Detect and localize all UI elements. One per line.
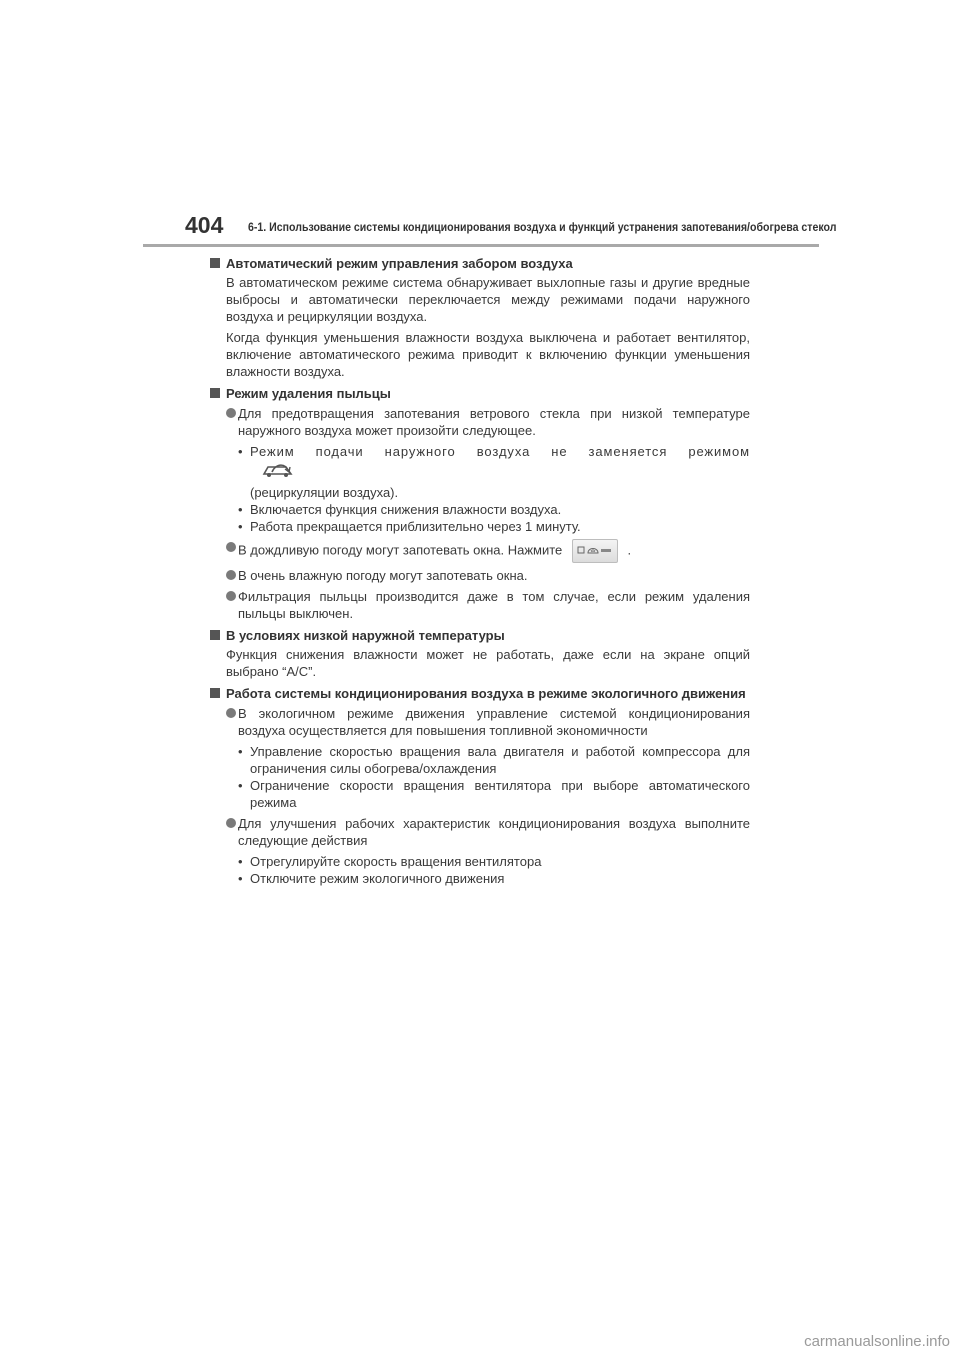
bullet-item xyxy=(226,705,750,811)
sub-list-item xyxy=(238,743,750,777)
header-rule xyxy=(143,244,819,247)
paragraph: В автоматическом режиме система обнаруживает выхлопные газы и другие вредные выбросы и автоматически переключается между режимами подачи наружного воздуха и рециркуляции воздуха. xyxy=(226,275,750,324)
bullet-text: Для предотвращения запотевания ветрового стекла при низкой температуре наружного воздуха может произойти следующее. xyxy=(238,406,750,438)
sub-item-text: Отрегулируйте скорость вращения вентилятора xyxy=(250,854,542,869)
section-eco-mode xyxy=(210,685,750,887)
section-auto-intake xyxy=(210,255,750,380)
sub-list-item xyxy=(238,777,750,811)
bullet-text: Фильтрация пыльцы производится даже в том случае, если режим удаления пыльцы выключен. xyxy=(238,589,750,621)
square-marker-icon xyxy=(210,630,220,640)
bullet-dot-icon xyxy=(226,591,236,601)
watermark: carmanualsonline.info xyxy=(804,1333,950,1350)
sub-bullet: • xyxy=(238,854,243,869)
section-heading xyxy=(210,627,750,644)
sub-list-item xyxy=(238,870,750,887)
sub-bullet: • xyxy=(238,519,243,534)
bullet-dot-icon xyxy=(226,542,236,552)
bullet-text-end: . xyxy=(627,542,632,558)
page-number: 404 xyxy=(185,212,224,238)
page-content xyxy=(210,255,750,892)
section-heading xyxy=(210,685,750,702)
square-marker-icon xyxy=(210,258,220,268)
sub-list xyxy=(238,743,750,811)
bullet-text: В очень влажную погоду могут запотевать окна. xyxy=(238,568,528,583)
sub-bullet: • xyxy=(238,778,243,793)
sub-list xyxy=(238,443,750,535)
heading-text: В условиях низкой наружной температуры xyxy=(226,628,505,643)
bullet-item xyxy=(226,405,750,535)
sub-item-text: Включается функция снижения влажности воздуха. xyxy=(250,502,562,517)
bullet-text: В экологичном режиме движения управление системой кондиционирования воздуха осуществляется для повышения топливной экономичности xyxy=(238,706,750,738)
heading-text: Автоматический режим управления забором воздуха xyxy=(226,256,573,271)
sub-bullet: • xyxy=(238,871,243,886)
section-low-temperature xyxy=(210,627,750,680)
sub-item-text: Ограничение скорости вращения вентилятора при выборе автоматического режима xyxy=(250,778,750,810)
sub-bullet: • xyxy=(238,502,243,517)
heading-text: Работа системы кондиционирования воздуха в режиме экологичного движения xyxy=(226,686,746,701)
bullet-item xyxy=(226,567,750,584)
sub-item-text: Работа прекращается приблизительно через 1 минуту. xyxy=(250,519,581,534)
sub-item-text: Режим подачи наружного воздуха не заменяется режимом xyxy=(250,444,750,459)
paragraph: Когда функция уменьшения влажности воздуха выключена и работает вентилятор, включение автоматического режима приводит к включению функции уменьшения влажности воздуха. xyxy=(226,330,750,379)
sub-list xyxy=(238,853,750,887)
square-marker-icon xyxy=(210,388,220,398)
section-pollen xyxy=(210,385,750,622)
chapter-title: 6-1. Использование системы кондиционирования воздуха и функций устранения запотевания/обогрева стекол xyxy=(248,222,837,234)
bullet-text: В дождливую погоду могут запотевать окна. Нажмите xyxy=(238,542,563,558)
sub-list-item xyxy=(238,518,750,535)
bullet-dot-icon xyxy=(226,708,236,718)
sub-list-item xyxy=(238,853,750,870)
sub-bullet: • xyxy=(238,744,243,759)
section-heading xyxy=(210,255,750,272)
page-header xyxy=(0,0,960,250)
bullet-text: Для улучшения рабочих характеристик кондиционирования воздуха выполните следующие действия xyxy=(238,816,750,848)
heading-text: Режим удаления пыльцы xyxy=(226,386,391,401)
sub-item-text: Управление скоростью вращения вала двигателя и работой компрессора для ограничения силы обогрева/охлаждения xyxy=(250,744,750,776)
bullet-item xyxy=(226,539,750,563)
bullet-dot-icon xyxy=(226,818,236,828)
paragraph: Функция снижения влажности может не работать, даже если на экране опций выбрано “A/C”. xyxy=(226,647,750,679)
section-heading xyxy=(210,385,750,402)
recirculation-icon xyxy=(258,460,298,484)
bullet-item xyxy=(226,815,750,887)
bullet-item xyxy=(226,588,750,622)
square-marker-icon xyxy=(210,688,220,698)
bullet-dot-icon xyxy=(226,408,236,418)
bullet-dot-icon xyxy=(226,570,236,580)
sub-item-text: Отключите режим экологичного движения xyxy=(250,871,505,886)
sub-list-item xyxy=(238,443,750,501)
sub-item-text-cont: (рециркуляции воздуха). xyxy=(250,485,399,500)
sub-list-item xyxy=(238,501,750,518)
front-defog-button-icon xyxy=(572,539,618,563)
sub-bullet: • xyxy=(238,444,243,459)
